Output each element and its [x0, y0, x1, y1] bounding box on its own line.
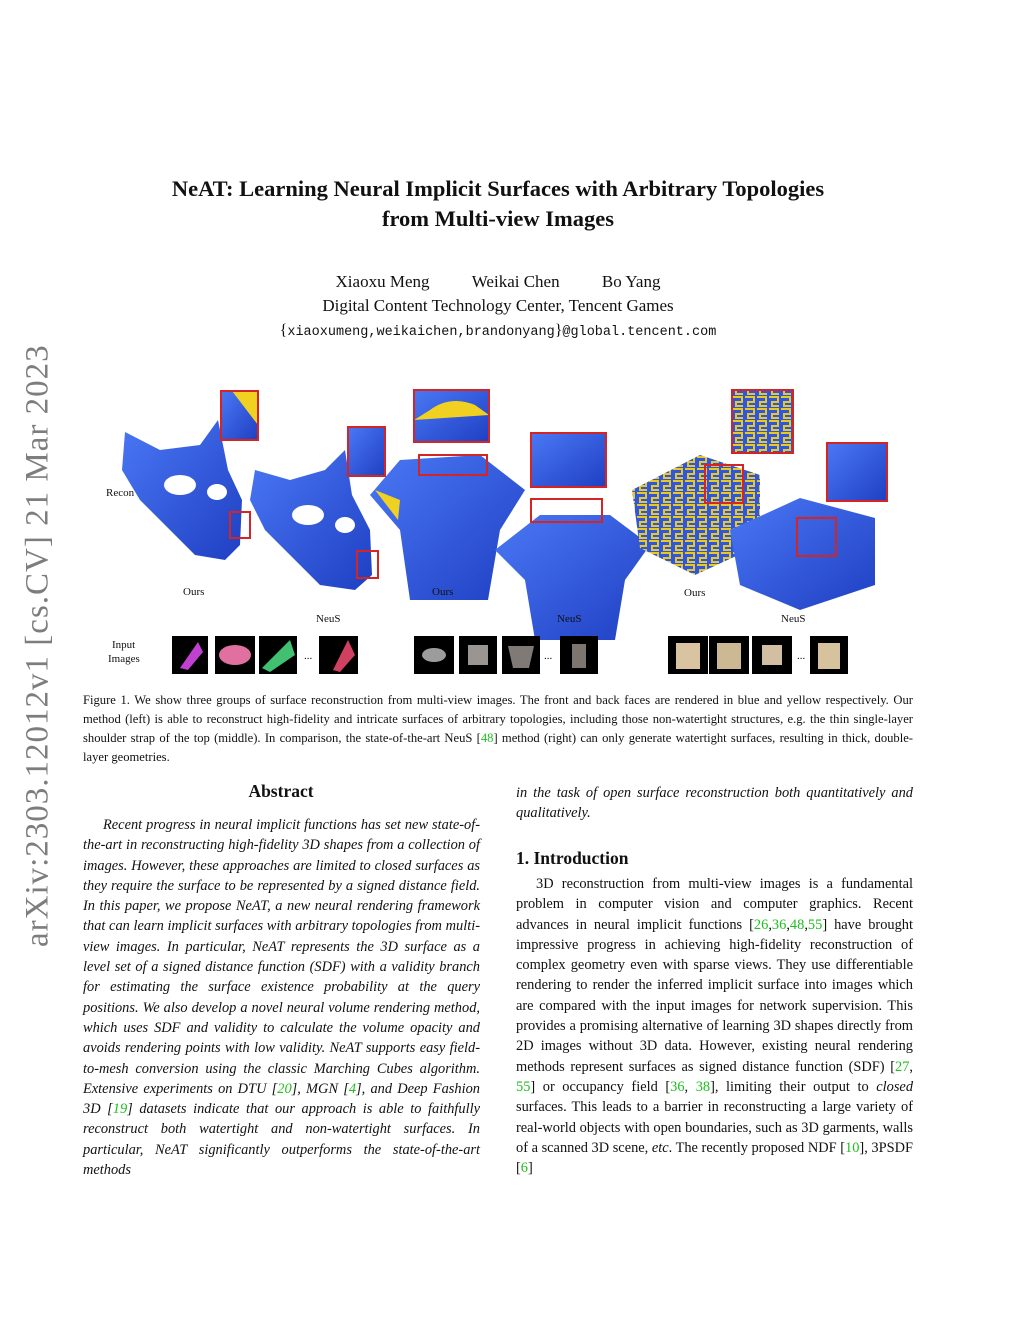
citation-link[interactable]: 4 [348, 1080, 357, 1097]
caption-text-1: Figure 1. We show three groups of surface reconstruction from multi-view images. The front and back faces are rendered in blue and yellow respectively. Our method (left) is able to reconstruct high-fidelity and intricate surfaces of arbitrary topologies, including those non-watertight structures, e.g. the thin single-layer shoulder strap of the top (middle). In comparison, the state-of-the-art NeuS [ [83, 693, 913, 745]
label-recon: Recon [106, 487, 135, 499]
ellipsis-1: ... [304, 650, 313, 662]
citation-link[interactable]: 20 [277, 1080, 292, 1097]
citation-link[interactable]: 38 [695, 1078, 711, 1095]
ellipsis-2: ... [544, 650, 553, 662]
citation-link[interactable]: 48 [480, 731, 494, 745]
label-input-2: Images [108, 653, 140, 665]
citation-link[interactable]: 27 [895, 1058, 910, 1075]
abstract-continuation: in the task of open surface reconstruction both quantitatively and qualitatively. [516, 785, 913, 822]
figure-caption [83, 691, 913, 767]
arxiv-stamp: arXiv:2303.12012v1 [cs.CV] 21 Mar 2023 [19, 344, 56, 948]
label-ours-box: Ours [684, 587, 706, 599]
citation-link[interactable]: 19 [112, 1101, 128, 1118]
citation-link[interactable]: 6 [520, 1160, 528, 1177]
introduction-heading: 1. Introduction [516, 848, 629, 868]
title-line-2: from Multi-view Images [381, 206, 615, 231]
affiliation: Digital Content Technology Center, Tencent Games [322, 296, 674, 315]
citation-link[interactable]: 48 [789, 916, 805, 933]
caption-text-2: ] method (right) can only generate watertight surfaces, resulting in thick, double-layer geometries. [83, 731, 914, 764]
intro-text: ], 3PSDF [ [516, 1139, 914, 1177]
intro-emphasis: closed [876, 1078, 914, 1095]
label-ours-mask: Ours [183, 586, 205, 598]
citation-link[interactable]: 55 [516, 1078, 531, 1095]
abstract-text: ], and Deep Fashion 3D [ [83, 1080, 480, 1118]
abstract-body [83, 815, 480, 1180]
introduction-body: 3D reconstruction from multi-view images is a fundamental problem in computer vision and computer graphics. Recent advances in neural implicit functions [26,36,48,55] have brought impressive progress in achieving high-fidelity reconstruction of complex geometry even with sparse views. They use differentiable rendering to render the inferred implicit surface into images which are compared with the input images for network supervision. This provides a promising alternative of learning 3D shapes directly from 2D images without 3D data. However, existing neural rendering methods represent surfaces as signed distance function (SDF) [27, 55] or occupancy field [36, 38], limiting their output to closed surfaces. This leads to a barrier in reconstructing a large variety of real-world objects with open boundaries, such as 3D garments, walls of a scanned 3D scene, etc. The recently proposed NDF [10], 3PSDF [6] [516, 876, 914, 1177]
label-neus-mask: NeuS [316, 613, 341, 625]
abstract-heading: Abstract [248, 781, 314, 801]
label-input-1: Input [112, 639, 136, 651]
intro-text: ] [528, 1160, 533, 1177]
citation-link[interactable]: 10 [845, 1139, 860, 1156]
intro-emphasis: etc [651, 1139, 669, 1156]
input-thumbnails [172, 636, 848, 674]
intro-text: ] have brought impressive progress in achieving high-fidelity reconstruction of complex geometry even with sparse views. They use differentiable rendering to render the inferred implicit surface into images which are compared with the input images for network supervision. This provides a promising alternative of learning 3D shapes directly from 2D images without 3D data. However, existing neural rendering methods represent surfaces as signed distance function (SDF) [ [516, 916, 913, 1075]
label-ours-shirt: Ours [432, 586, 454, 598]
citation-link[interactable]: 36 [771, 916, 787, 933]
email-domain: @global.tencent.com [562, 325, 717, 340]
title-line-1: NeAT: Learning Neural Implicit Surfaces with Arbitrary Topologies [171, 176, 825, 201]
abstract-text: Recent progress in neural implicit functions has set new state-of-the-art in reconstructing high-fidelity 3D shapes from a collection of images. However, these approaches are limited to closed surfaces as they require the surface to be represented by a signed distance field. In this paper, we propose NeAT, a new neural rendering framework that can learn implicit surfaces with arbitrary topologies from multi-view images. In particular, NeAT represents the 3D surface as a level set of a signed distance function (SDF) with a validity branch for estimating the surface existence probability at the query positions. We also develop a novel neural volume rendering method, which uses SDF and validity to calculate the volume opacity and avoids rendering points with low validity. NeAT supports easy field-to-mesh conversion using the classic Marching Cubes algorithm. Extensive experiments on DTU [ [83, 817, 480, 1097]
intro-text: 3D reconstruction from multi-view images is a fundamental problem in computer vision and computer graphics. Recent advances in neural implicit functions [ [516, 876, 913, 933]
abstract-text: ], MGN [ [291, 1080, 349, 1097]
intro-text: . The recently proposed NDF [ [668, 1139, 846, 1156]
intro-text: ] or occupancy field [ [530, 1078, 671, 1095]
shirt-ours-render [370, 455, 525, 600]
label-neus-box: NeuS [781, 613, 806, 625]
abstract-text: ] datasets indicate that our approach is able to faithfully reconstruct both watertight and non-watertight surfaces. In particular, NeAT significantly outperforms the state-of-the-art methods [83, 1101, 480, 1179]
citation-link[interactable]: 55 [807, 916, 823, 933]
email-names: xiaoxumeng,weikaichen,brandonyang [287, 325, 555, 340]
citation-link[interactable]: 36 [670, 1078, 685, 1095]
author-1: Xiaoxu Meng [335, 272, 430, 291]
author-3: Bo Yang [601, 272, 661, 291]
intro-text: ], limiting their output to [710, 1078, 877, 1095]
label-neus-shirt: NeuS [557, 613, 582, 625]
citation-link[interactable]: 26 [753, 916, 769, 933]
author-2: Weikai Chen [471, 272, 560, 291]
email-brace-close: } [554, 322, 563, 339]
ellipsis-3: ... [797, 650, 806, 662]
intro-text: surfaces. This leads to a barrier in reconstructing a large variety of real-world objects with open boundaries, such as 3D garments, walls of a scanned 3D scene, [516, 1099, 913, 1156]
email-brace-open: { [279, 322, 288, 339]
